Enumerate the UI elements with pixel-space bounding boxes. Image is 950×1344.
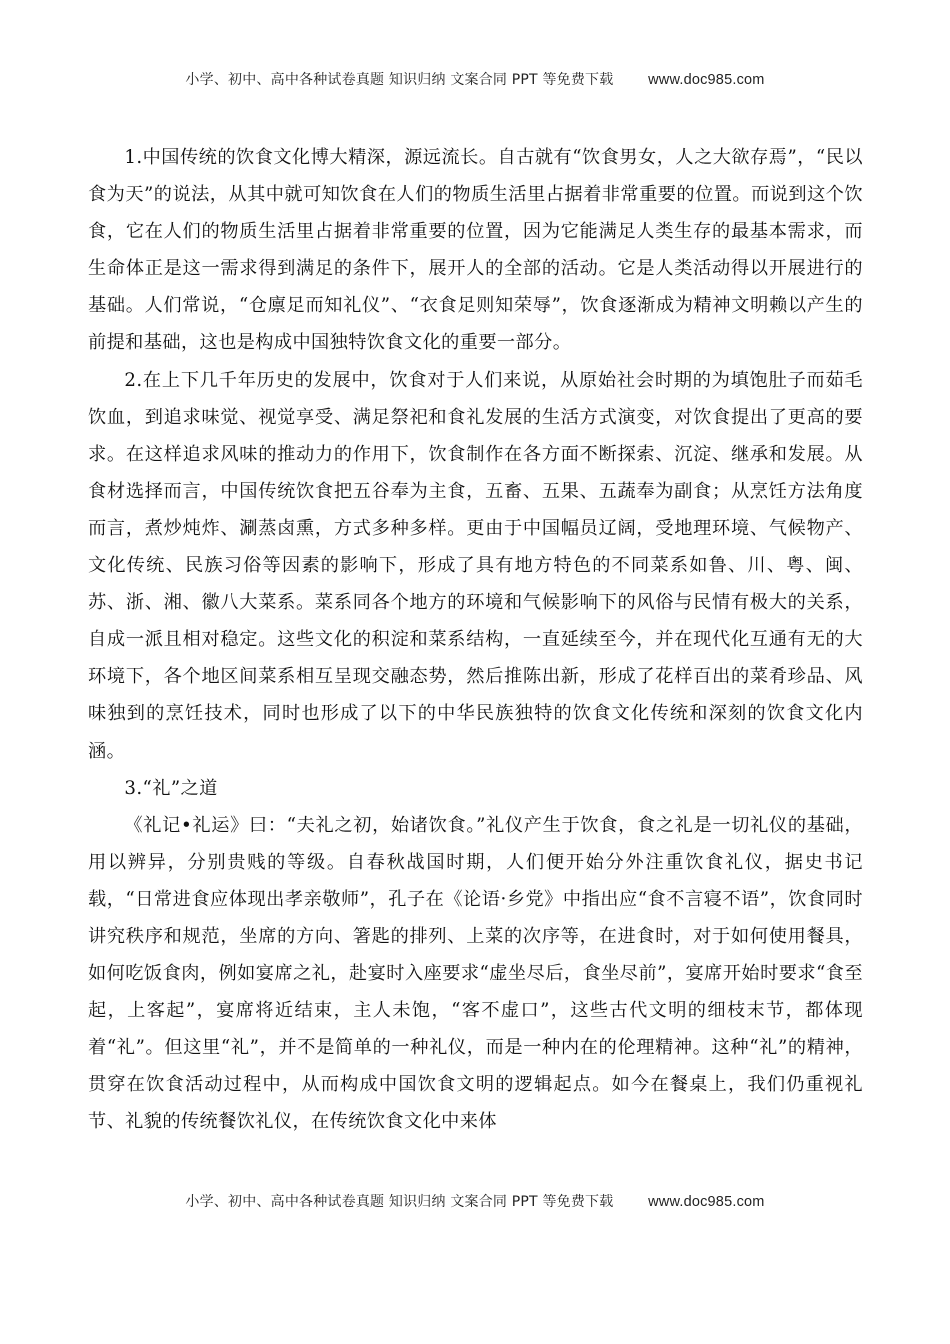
section-heading-li: 3.“礼”之道 (124, 777, 218, 799)
document-body (88, 139, 863, 1141)
footer-tagline: 小学、初中、高中各种试卷真题 知识归纳 文案合同 PPT 等免费下载 (185, 1194, 614, 1210)
paragraph-3-li-etiquette: 《礼记•礼运》曰：“夫礼之初，始诸饮食。”礼仪产生于饮食，食之礼是一切礼仪的基础，用以辨异，分别贵贱的等级。自春秋战国时期，人们便开始分外注重饮食礼仪，据史书记载，“日常进食应体现出孝亲敬师”，孔子在《论语·乡党》中指出应“食不言寝不语”，饮食同时讲究秩序和规范，坐席的方向、箸匙的排列、上菜的次序等，在进食时，对于如何使用餐具，如何吃饭食肉，例如宴席之礼，赴宴时入座要求“虚坐尽后，食坐尽前”，宴席开始时要求“食至起，上客起”，宴席将近结束，主人未饱，“客不虚口”，这些古代文明的细枝末节，都体现着“礼”。但这里“礼”，并不是简单的一种礼仪，而是一种内在的伦理精神。这种“礼”的精神，贯穿在饮食活动过程中，从而构成中国饮食文明的逻辑起点。如今在餐桌上，我们仍重视礼节、礼貌的传统餐饮礼仪，在传统饮食文化中来体 (88, 814, 863, 1133)
header-tagline: 小学、初中、高中各种试卷真题 知识归纳 文案合同 PPT 等免费下载 (185, 72, 614, 88)
page-header (0, 69, 950, 89)
header-site-link[interactable]: www.doc985.com (648, 72, 765, 88)
paragraph-2-historical-development: 2.在上下几千年历史的发展中，饮食对于人们来说，从原始社会时期的为填饱肚子而茹毛饮血，到追求味觉、视觉享受、满足祭祀和食礼发展的生活方式演变，对饮食提出了更高的要求。在这样追求风味的推动力的作用下，饮食制作在各方面不断探索、沉淀、继承和发展。从食材选择而言，中国传统饮食把五谷奉为主食，五畜、五果、五蔬奉为副食；从烹饪方法角度而言，煮炒炖炸、涮蒸卤熏，方式多种多样。更由于中国幅员辽阔，受地理环境、气候物产、文化传统、民族习俗等因素的影响下，形成了具有地方特色的不同菜系如鲁、川、粤、闽、苏、浙、湘、徽八大菜系。菜系同各个地方的环境和气候影响下的风俗与民情有极大的关系，自成一派且相对稳定。这些文化的积淀和菜系结构，一直延续至今，并在现代化互通有无的大环境下，各个地区间菜系相互呈现交融态势，然后推陈出新，形成了花样百出的菜肴珍品、风味独到的烹饪技术，同时也形成了以下的中华民族独特的饮食文化传统和深刻的饮食文化内涵。 (88, 369, 863, 762)
paragraph-1-food-culture-intro: 1.中国传统的饮食文化博大精深，源远流长。自古就有“饮食男女，人之大欲存焉”，“民以食为天”的说法，从其中就可知饮食在人们的物质生活里占据着非常重要的位置。而说到这个饮食，它在人们的物质生活里占据着非常重要的位置，因为它能满足人类生存的最基本需求，而生命体正是这一需求得到满足的条件下，展开人的全部的活动。它是人类活动得以开展进行的基础。人们常说，“仓廪足而知礼仪”、“衣食足则知荣辱”，饮食逐渐成为精神文明赖以产生的前提和基础，这也是构成中国独特饮食文化的重要一部分。 (88, 147, 863, 354)
footer-site-link[interactable]: www.doc985.com (648, 1194, 765, 1210)
page-footer (0, 1191, 950, 1211)
